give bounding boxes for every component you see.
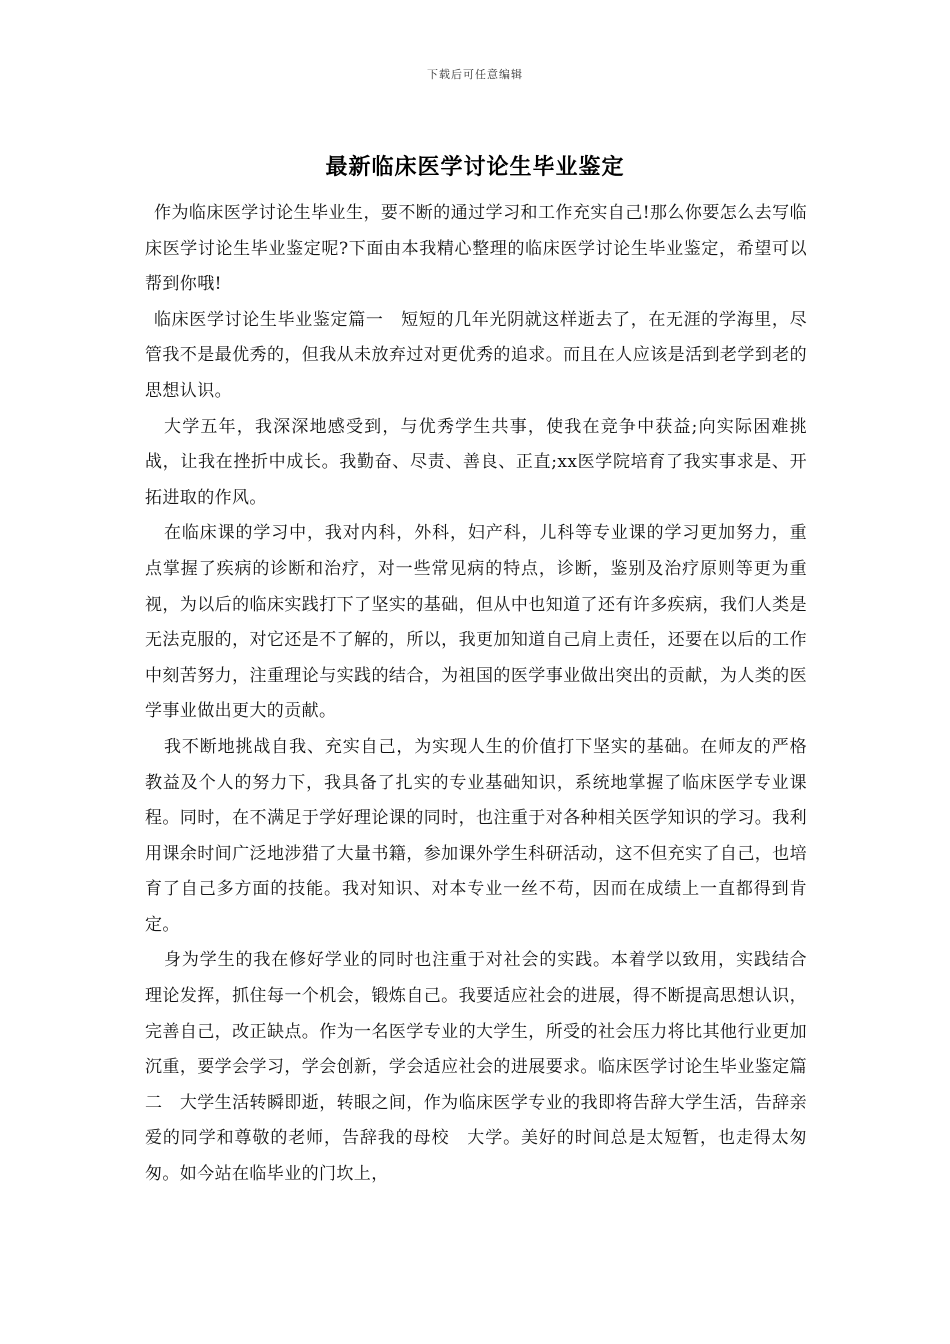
paragraph-intro: 作为临床医学讨论生毕业生，要不断的通过学习和工作充实自己!那么你要怎么去写临床医学讨论生毕业鉴定呢?下面由本我精心整理的临床医学讨论生毕业鉴定，希望可以帮到你哦!: [145, 203, 807, 295]
paragraph-clinical-study: 在临床课的学习中，我对内科，外科，妇产科，儿科等专业课的学习更加努力，重点掌握了疾病的诊断和治疗，对一些常见病的特点，诊断，鉴别及治疗原则等更为重视，为以后的临床实践打下了坚实的基础，但从中也知道了还有许多疾病，我们人类是无法克服的，对它还是不了解的，所以，我更加知道自己肩上责任，还要在以后的工作中刻苦努力，注重理论与实践的结合，为祖国的医学事业做出突出的贡献，为人类的医学事业做出更大的贡献。: [145, 523, 807, 722]
paragraph-self-challenge: 我不断地挑战自我、充实自己，为实现人生的价值打下坚实的基础。在师友的严格教益及个人的努力下，我具备了扎实的专业基础知识，系统地掌握了临床医学专业课程。同时，在不满足于学好理论课的同时，也注重于对各种相关医学知识的学习。我利用课余时间广泛地涉猎了大量书籍，参加课外学生科研活动，这不但充实了自己，也培育了自己多方面的技能。我对知识、对本专业一丝不苟，因而在成绩上一直都得到肯定。: [145, 736, 807, 935]
document-body: [145, 196, 807, 1193]
paragraph-university-years: 大学五年，我深深地感受到，与优秀学生共事，使我在竞争中获益;向实际困难挑战，让我在挫折中成长。我勤奋、尽责、善良、正直;xx医学院培育了我实事求是、开拓进取的作风。: [145, 416, 807, 508]
paragraph-part-one: 临床医学讨论生毕业鉴定篇一 短短的几年光阴就这样逝去了，在无涯的学海里，尽管我不是最优秀的，但我从未放弃过对更优秀的追求。而且在人应该是活到老学到老的思想认识。: [145, 309, 807, 401]
paragraph-social-practice: 身为学生的我在修好学业的同时也注重于对社会的实践。本着学以致用，实践结合理论发挥，抓住每一个机会，锻炼自己。我要适应社会的进展，得不断提高思想认识，完善自己，改正缺点。作为一名医学专业的大学生，所受的社会压力将比其他行业更加沉重，要学会学习，学会创新，学会适应社会的进展要求。临床医学讨论生毕业鉴定篇二 大学生活转瞬即逝，转眼之间，作为临床医学专业的我即将告辞大学生活，告辞亲爱的同学和尊敬的老师，告辞我的母校 大学。美好的时间总是太短暂，也走得太匆匆。如今站在临毕业的门坎上，: [145, 950, 807, 1185]
document-title: 最新临床医学讨论生毕业鉴定: [325, 154, 625, 180]
header-note: 下载后可任意编辑: [427, 68, 523, 81]
